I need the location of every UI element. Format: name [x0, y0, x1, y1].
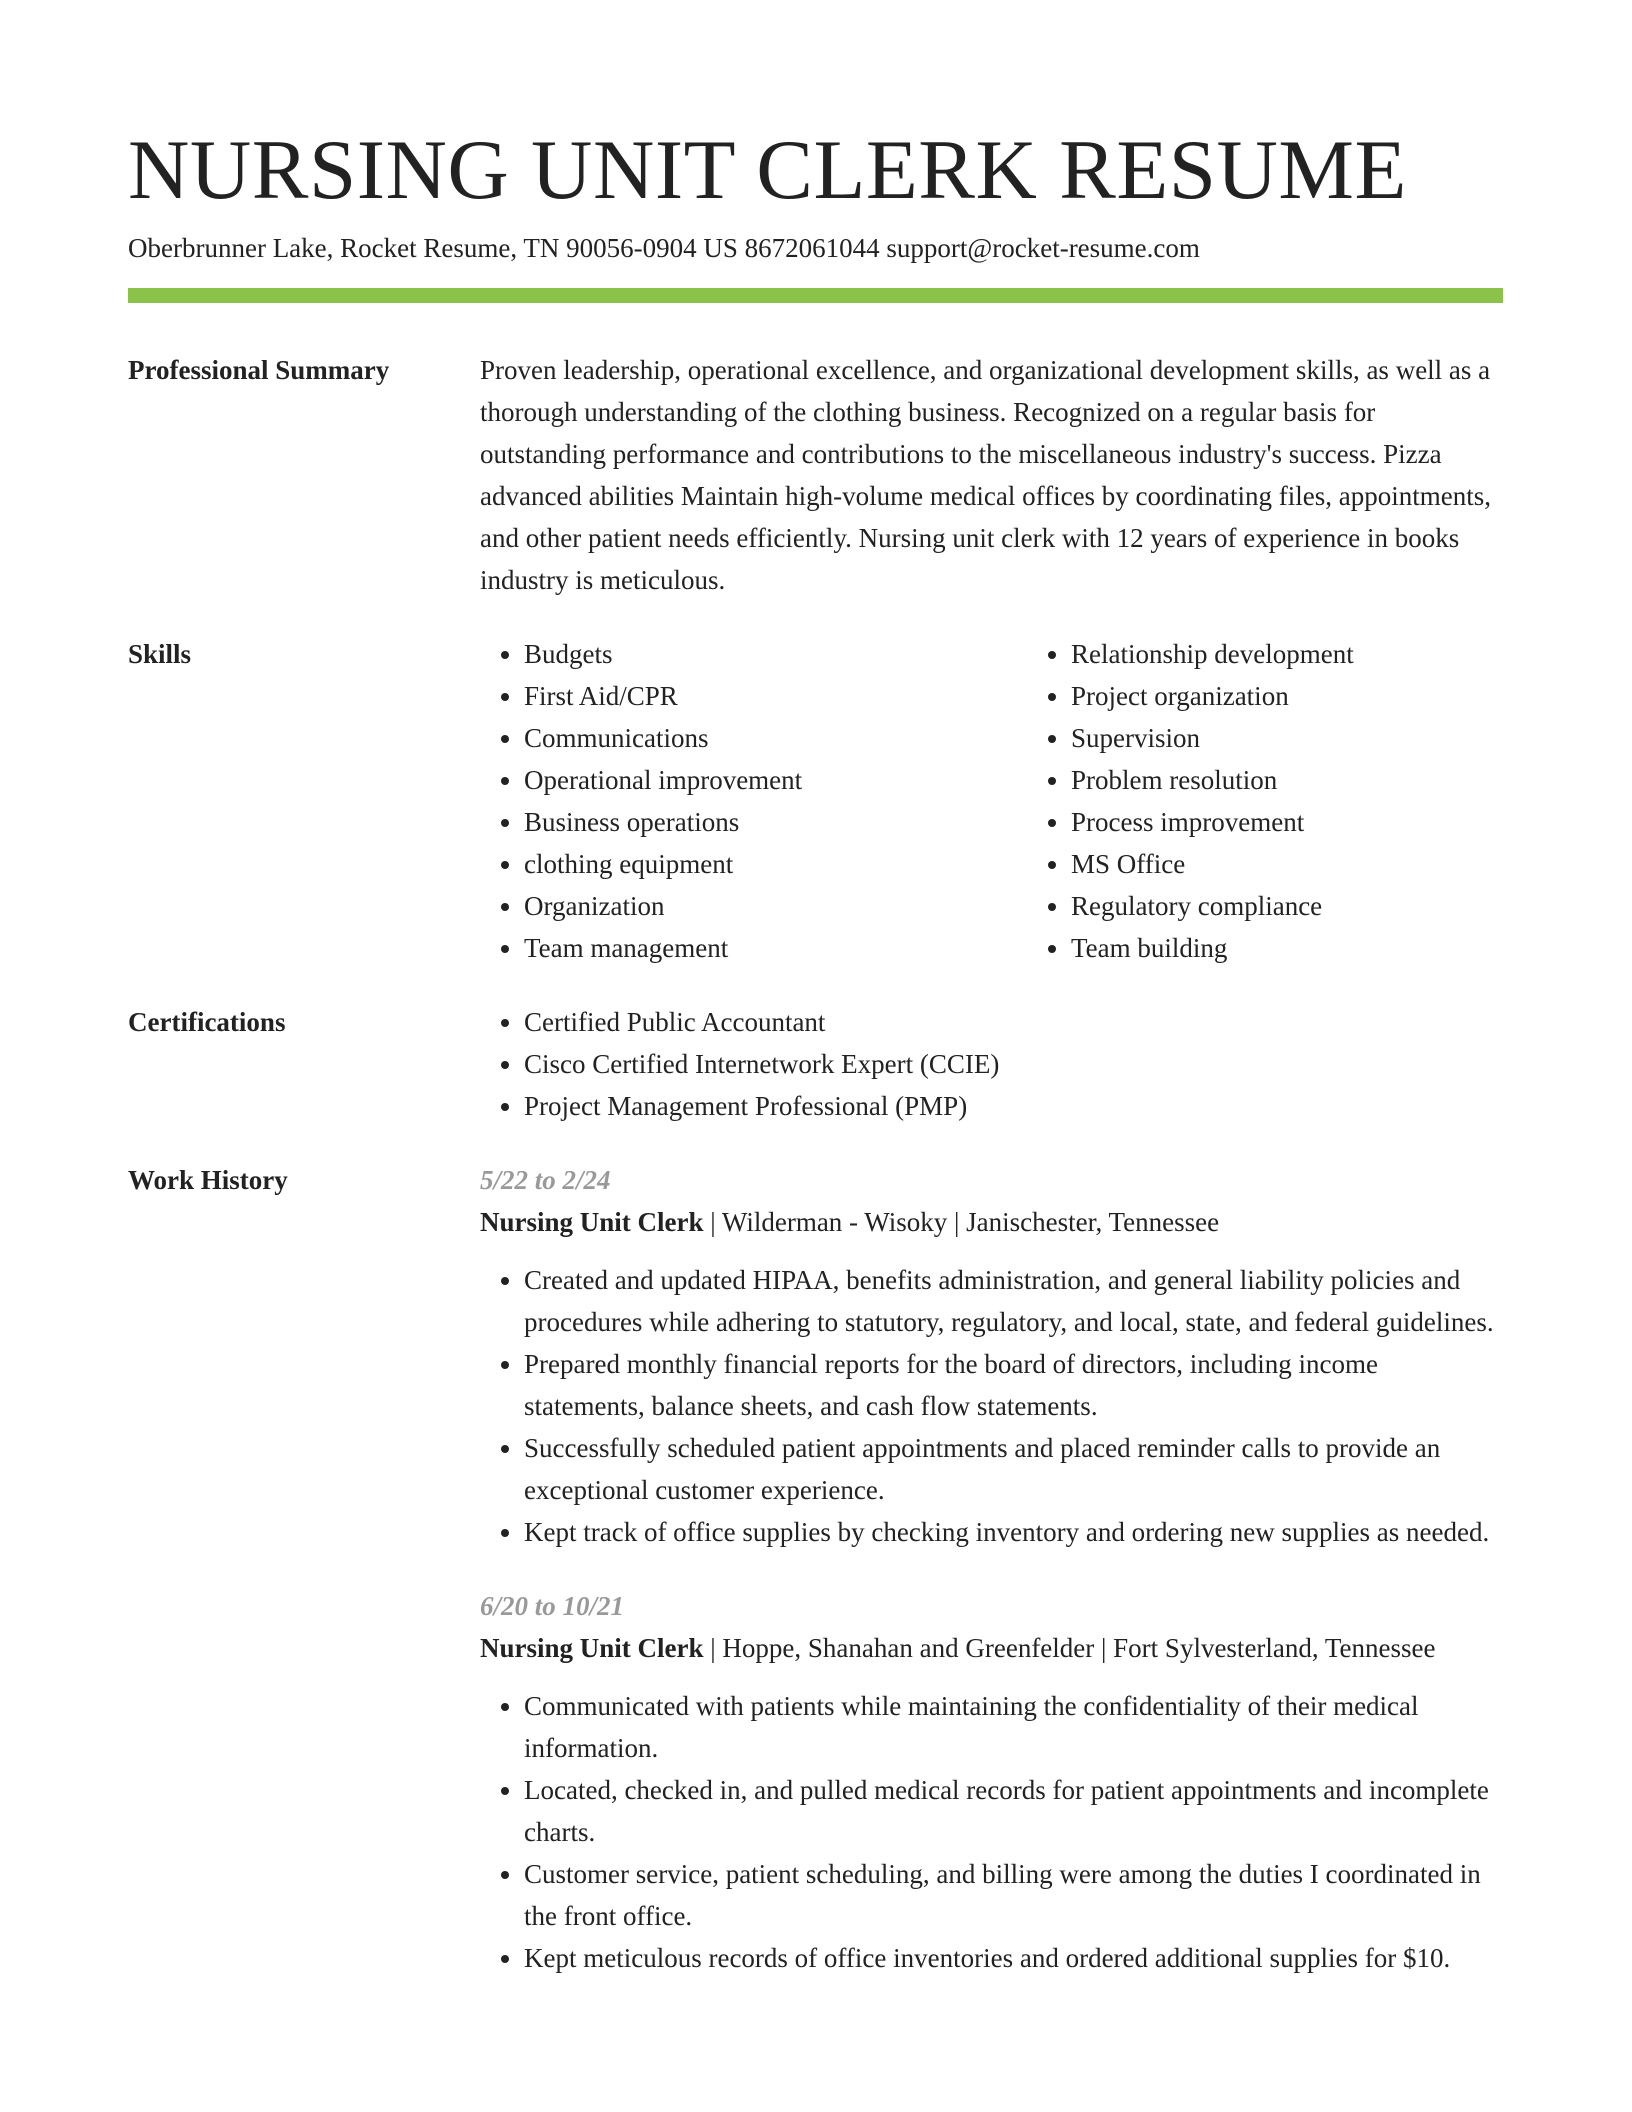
- job-entry: [480, 1159, 1503, 1553]
- job-header: [480, 1627, 1503, 1669]
- certifications-heading: Certifications: [128, 1007, 286, 1037]
- summary-section: [128, 349, 1503, 601]
- skill-item: • Regulatory compliance: [1071, 885, 1574, 927]
- contact-line: Oberbrunner Lake, Rocket Resume, TN 90056-0904 US 8672061044 support@rocket-resume.com: [128, 233, 1200, 263]
- skill-item: • Team building: [1071, 927, 1574, 969]
- skill-item: • Problem resolution: [1071, 759, 1574, 801]
- job-bullet: • Customer service, patient scheduling, and billing were among the duties I coordinated in the front office.: [524, 1853, 1503, 1937]
- certifications-list: [480, 1001, 1503, 1127]
- skills-heading: Skills: [128, 639, 192, 669]
- certification-item: • Cisco Certified Internetwork Expert (CCIE): [524, 1043, 1503, 1085]
- certifications-section: [128, 1001, 1503, 1127]
- skill-item: • Relationship development: [1071, 633, 1574, 675]
- job-header: [480, 1201, 1503, 1243]
- skill-item: • Team management: [524, 927, 1027, 969]
- skill-item: • MS Office: [1071, 843, 1574, 885]
- accent-divider: [128, 288, 1503, 303]
- work-history-heading: Work History: [128, 1165, 288, 1195]
- resume-title: NURSING UNIT CLERK RESUME: [128, 123, 1407, 217]
- resume-page: [128, 120, 1503, 1979]
- job-bullets: [480, 1259, 1503, 1553]
- certification-item: • Certified Public Accountant: [524, 1001, 1503, 1043]
- job-bullet: • Located, checked in, and pulled medical records for patient appointments and incomplete charts.: [524, 1769, 1503, 1853]
- skill-item: • clothing equipment: [524, 843, 1027, 885]
- job-bullet: • Kept track of office supplies by checking inventory and ordering new supplies as needed.: [524, 1511, 1503, 1553]
- job-dates: 6/20 to 10/21: [480, 1591, 625, 1621]
- job-title: Nursing Unit Clerk: [480, 1633, 704, 1663]
- job-bullet: • Communicated with patients while maintaining the confidentiality of their medical information.: [524, 1685, 1503, 1769]
- skills-list-left: [480, 633, 1027, 969]
- skills-list-right: [1027, 633, 1574, 969]
- job-bullet: • Prepared monthly financial reports for the board of directors, including income statements, balance sheets, and cash flow statements.: [524, 1343, 1503, 1427]
- job-employer-location: | Hoppe, Shanahan and Greenfelder | Fort Sylvesterland, Tennessee: [703, 1633, 1436, 1663]
- job-entry: [480, 1585, 1503, 1979]
- work-history-section: [128, 1159, 1503, 1979]
- job-bullet: • Created and updated HIPAA, benefits administration, and general liability policies and procedures while adhering to statutory, regulatory, and local, state, and federal guidelines.: [524, 1259, 1503, 1343]
- skill-item: • First Aid/CPR: [524, 675, 1027, 717]
- skill-item: • Project organization: [1071, 675, 1574, 717]
- job-dates: 5/22 to 2/24: [480, 1165, 611, 1195]
- summary-text: Proven leadership, operational excellence, and organizational development skills, as well as a thorough understanding of the clothing business. Recognized on a regular basis for outstanding performance and contributions to the miscellaneous industry's success. Pizza advanced abilities Maintain high-volume medical offices by coordinating files, appointments, and other patient needs efficiently. Nursing unit clerk with 12 years of experience in books industry is meticulous.: [480, 355, 1491, 595]
- skill-item: • Organization: [524, 885, 1027, 927]
- certification-item: • Project Management Professional (PMP): [524, 1085, 1503, 1127]
- job-bullet: • Successfully scheduled patient appointments and placed reminder calls to provide an exceptional customer experience.: [524, 1427, 1503, 1511]
- skills-section: [128, 633, 1503, 969]
- skill-item: • Supervision: [1071, 717, 1574, 759]
- summary-heading: Professional Summary: [128, 355, 390, 385]
- skill-item: • Operational improvement: [524, 759, 1027, 801]
- job-employer-location: | Wilderman - Wisoky | Janischester, Tennessee: [703, 1207, 1220, 1237]
- job-bullets: [480, 1685, 1503, 1979]
- job-title: Nursing Unit Clerk: [480, 1207, 704, 1237]
- skill-item: • Process improvement: [1071, 801, 1574, 843]
- skill-item: • Budgets: [524, 633, 1027, 675]
- job-bullet: • Kept meticulous records of office inventories and ordered additional supplies for $10.: [524, 1937, 1503, 1979]
- skill-item: • Communications: [524, 717, 1027, 759]
- skill-item: • Business operations: [524, 801, 1027, 843]
